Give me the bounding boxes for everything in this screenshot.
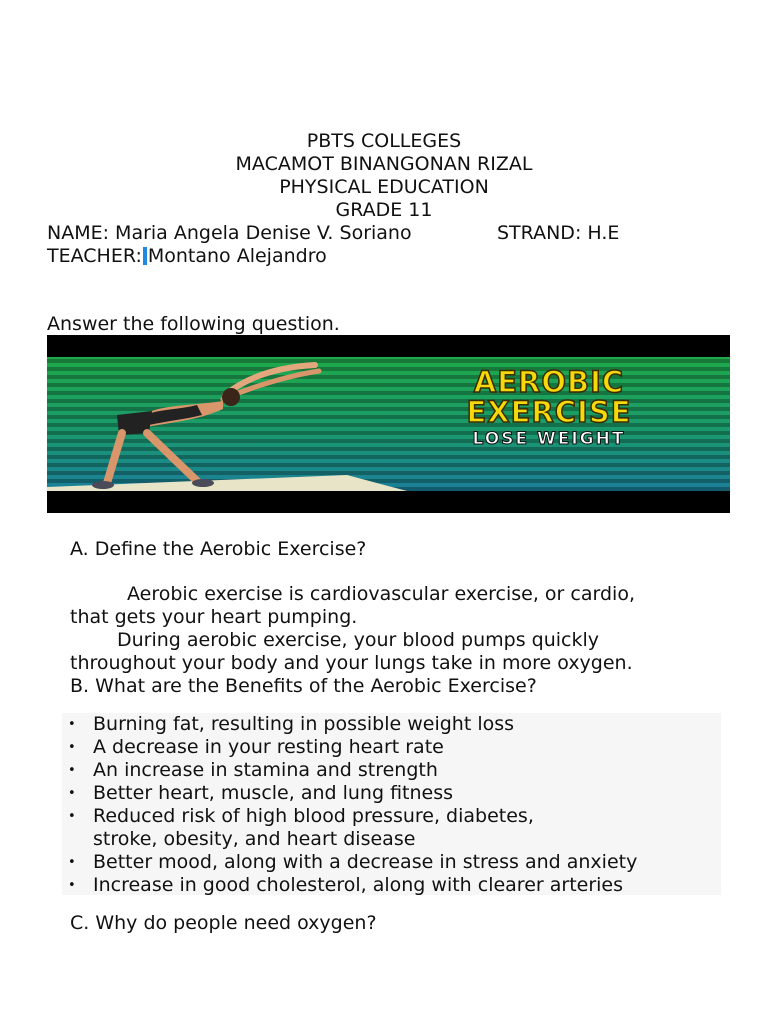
- list-item: • A decrease in your resting heart rate: [62, 736, 721, 759]
- answer-a-line-1: Aerobic exercise is cardiovascular exercise, or cardio,: [127, 583, 635, 605]
- list-item: • Increase in good cholesterol, along with clearer arteries: [62, 874, 721, 897]
- answer-a-line-3: During aerobic exercise, your blood pumps quickly: [117, 629, 599, 651]
- teacher-line: [47, 245, 327, 268]
- list-item: • Burning fat, resulting in possible weight loss: [62, 713, 721, 736]
- banner-title-aerobic: AEROBIC: [473, 365, 625, 399]
- benefits-list-box: [62, 713, 721, 895]
- list-item: • An increase in stamina and strength: [62, 759, 721, 782]
- question-c-title: C. Why do people need oxygen?: [70, 912, 377, 934]
- text-cursor: [143, 247, 147, 265]
- banner-subtitle: LOSE WEIGHT: [472, 429, 626, 449]
- list-item-continuation: stroke, obesity, and heart disease: [93, 828, 416, 850]
- student-strand: STRAND: H.E: [497, 222, 620, 244]
- banner-title-exercise: EXERCISE: [466, 395, 632, 429]
- answer-a-line-4: throughout your body and your lungs take in more oxygen.: [70, 652, 633, 674]
- question-b-title: B. What are the Benefits of the Aerobic Exercise?: [70, 675, 537, 697]
- school-name: PBTS COLLEGES: [306, 130, 462, 152]
- subject-title: PHYSICAL EDUCATION: [279, 176, 489, 198]
- student-name: NAME: Maria Angela Denise V. Soriano: [47, 222, 412, 244]
- benefits-list: [62, 713, 721, 897]
- list-item: • Better mood, along with a decrease in stress and anxiety: [62, 851, 721, 874]
- grade-level: GRADE 11: [335, 199, 433, 221]
- instruction-text: Answer the following question.: [47, 313, 340, 335]
- aerobic-exercise-banner: [47, 335, 730, 513]
- teacher-label: TEACHER:: [47, 245, 142, 267]
- list-item: • Better heart, muscle, and lung fitness: [62, 782, 721, 805]
- school-address: MACAMOT BINANGONAN RIZAL: [235, 153, 533, 175]
- answer-a-line-2: that gets your heart pumping.: [70, 606, 358, 628]
- list-item: • Reduced risk of high blood pressure, diabetes,: [62, 805, 721, 828]
- question-a-title: A. Define the Aerobic Exercise?: [70, 538, 367, 560]
- teacher-name: Montano Alejandro: [147, 245, 327, 267]
